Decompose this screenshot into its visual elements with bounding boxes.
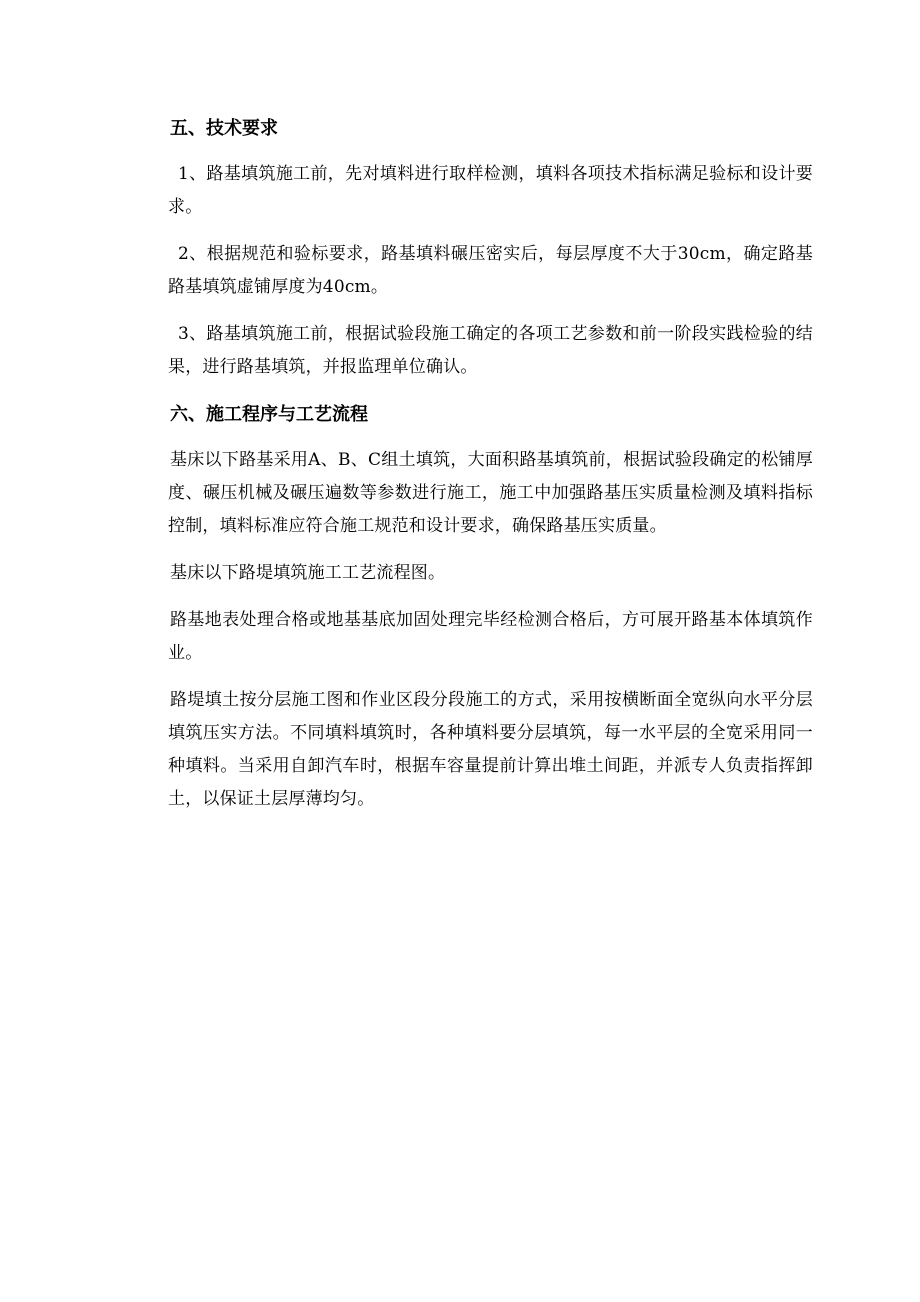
document-body xyxy=(168,112,813,830)
procedure-paragraph-4: 路堤填土按分层施工图和作业区段分段施工的方式，采用按横断面全宽纵向水平分层填筑压实方法。不同填料填筑时，各种填料要分层填筑，每一水平层的全宽采用同一种填料。当采用自卸汽车时，根据车容量提前计算出堆土间距，并派专人负责指挥卸土，以保证土层厚薄均匀。 xyxy=(168,690,813,809)
procedure-paragraph-1: 基床以下路基采用A、B、C组土填筑，大面积路基填筑前，根据试验段确定的松铺厚度、碾压机械及碾压遍数等参数进行施工，施工中加强路基压实质量检测及填料指标控制，填料标准应符合施工规范和设计要求，确保路基压实质量。 xyxy=(168,450,813,536)
procedure-paragraph-2: 基床以下路堤填筑施工工艺流程图。 xyxy=(170,563,446,583)
procedure-paragraph-3: 路基地表处理合格或地基基底加固处理完毕经检测合格后，方可展开路基本体填筑作业。 xyxy=(168,610,813,663)
requirement-item-2: 2、根据规范和验标要求，路基填料碾压密实后，每层厚度不大于30cm，确定路基路基填筑虚铺厚度为40cm。 xyxy=(168,244,813,297)
requirement-item-1: 1、路基填筑施工前，先对填料进行取样检测，填料各项技术指标满足验标和设计要求。 xyxy=(168,164,813,217)
requirement-item-3: 3、路基填筑施工前，根据试验段施工确定的各项工艺参数和前一阶段实践检验的结果，进行路基填筑，并报监理单位确认。 xyxy=(168,324,813,377)
section-heading-technical-requirements: 五、技术要求 xyxy=(170,118,278,139)
section-heading-construction-procedure: 六、施工程序与工艺流程 xyxy=(170,404,368,425)
